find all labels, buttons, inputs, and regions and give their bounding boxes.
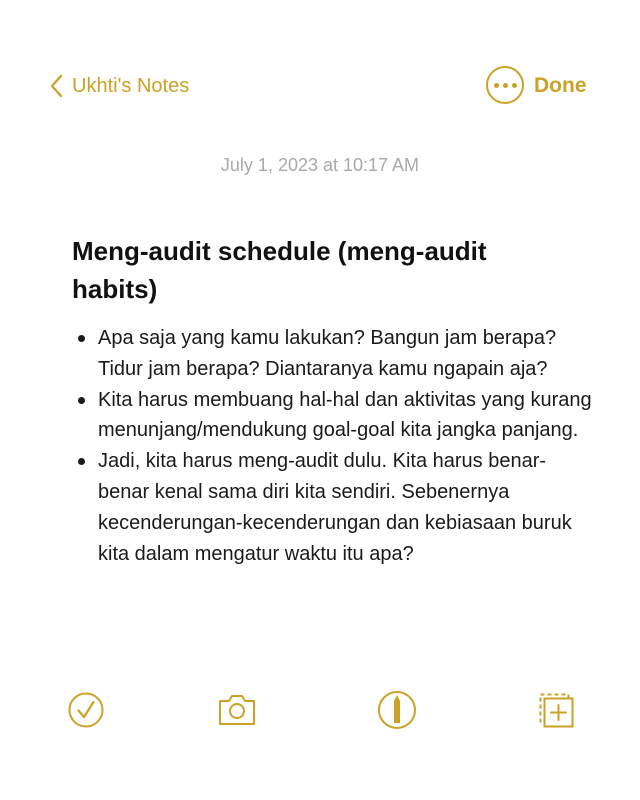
back-button-label: Ukhti's Notes xyxy=(72,75,190,97)
back-button[interactable] xyxy=(48,72,189,100)
chevron-left-icon xyxy=(48,73,66,99)
list-item[interactable] xyxy=(72,323,592,385)
note-bullet-list[interactable] xyxy=(72,323,592,569)
list-item[interactable] xyxy=(72,446,592,569)
note-timestamp: July 1, 2023 at 10:17 AM xyxy=(220,155,420,175)
checklist-icon[interactable] xyxy=(66,690,106,730)
ellipsis-circle-icon xyxy=(494,83,517,88)
list-item[interactable] xyxy=(72,385,592,447)
bullet-dot xyxy=(78,458,85,465)
markup-pen-icon[interactable] xyxy=(377,690,417,730)
compose-note-icon[interactable] xyxy=(536,690,576,730)
more-options-button[interactable] xyxy=(486,66,524,104)
done-button[interactable]: Done xyxy=(534,74,587,97)
note-title[interactable]: Meng-audit schedule (meng-audit habits) xyxy=(72,236,487,304)
list-item-text: Apa saja yang kamu lakukan? Bangun jam berapa? Tidur jam berapa? Diantaranya kamu ngapain aja? xyxy=(98,327,557,380)
bullet-dot xyxy=(78,397,85,404)
bullet-dot xyxy=(78,335,85,342)
list-item-text: Jadi, kita harus meng-audit dulu. Kita harus benar-benar kenal sama diri kita sendiri. Sebenernya kecenderungan-kecenderungan dan kebiasaan buruk kita dalam mengatur waktu itu apa? xyxy=(98,450,572,565)
list-item-text: Kita harus membuang hal-hal dan aktivitas yang kurang menunjang/mendukung goal-goal kita jangka panjang. xyxy=(98,388,592,442)
camera-icon[interactable] xyxy=(217,690,257,730)
